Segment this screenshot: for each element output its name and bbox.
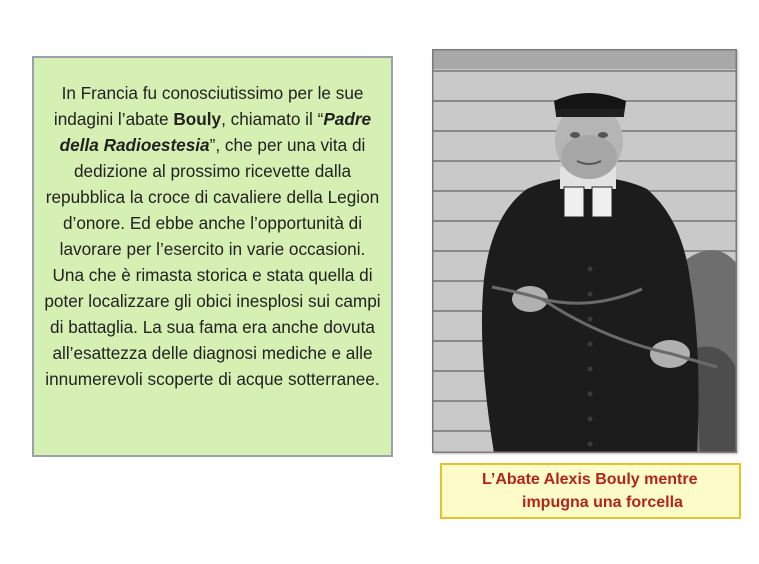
abbot-photo	[432, 49, 737, 453]
description-name-bold: Bouly	[173, 109, 222, 129]
photo-caption	[440, 463, 741, 519]
description-text-box	[32, 56, 393, 457]
caption-line-2: impugna una forcella	[522, 494, 683, 511]
description-paragraph	[42, 80, 383, 392]
description-title-italic: Padre della Radioestesia	[59, 109, 372, 155]
description-part1: In Francia fu conosciutissimo per le sue indagini l’abate	[53, 83, 364, 129]
description-part3: ”, che per una vita di dedizione al prossimo ricevette dalla repubblica la croce di cavaliere della Legion d’onore. Ed ebbe anche l’opportunità di lavorare per l’esercito in varie occasioni. Una che è rimasta storica e stata quella di poter localizzare gli obici inesplosi sui campi di battaglia. La sua fama era anche dovuta all’esattezza delle diagnosi mediche e alle innumerevoli scoperte di acque sotterranee.	[44, 135, 381, 389]
description-part2: , chiamato il “	[221, 109, 324, 129]
abbot-photo-illustration	[432, 49, 737, 453]
caption-line-1: L’Abate Alexis Bouly mentre	[482, 471, 698, 488]
